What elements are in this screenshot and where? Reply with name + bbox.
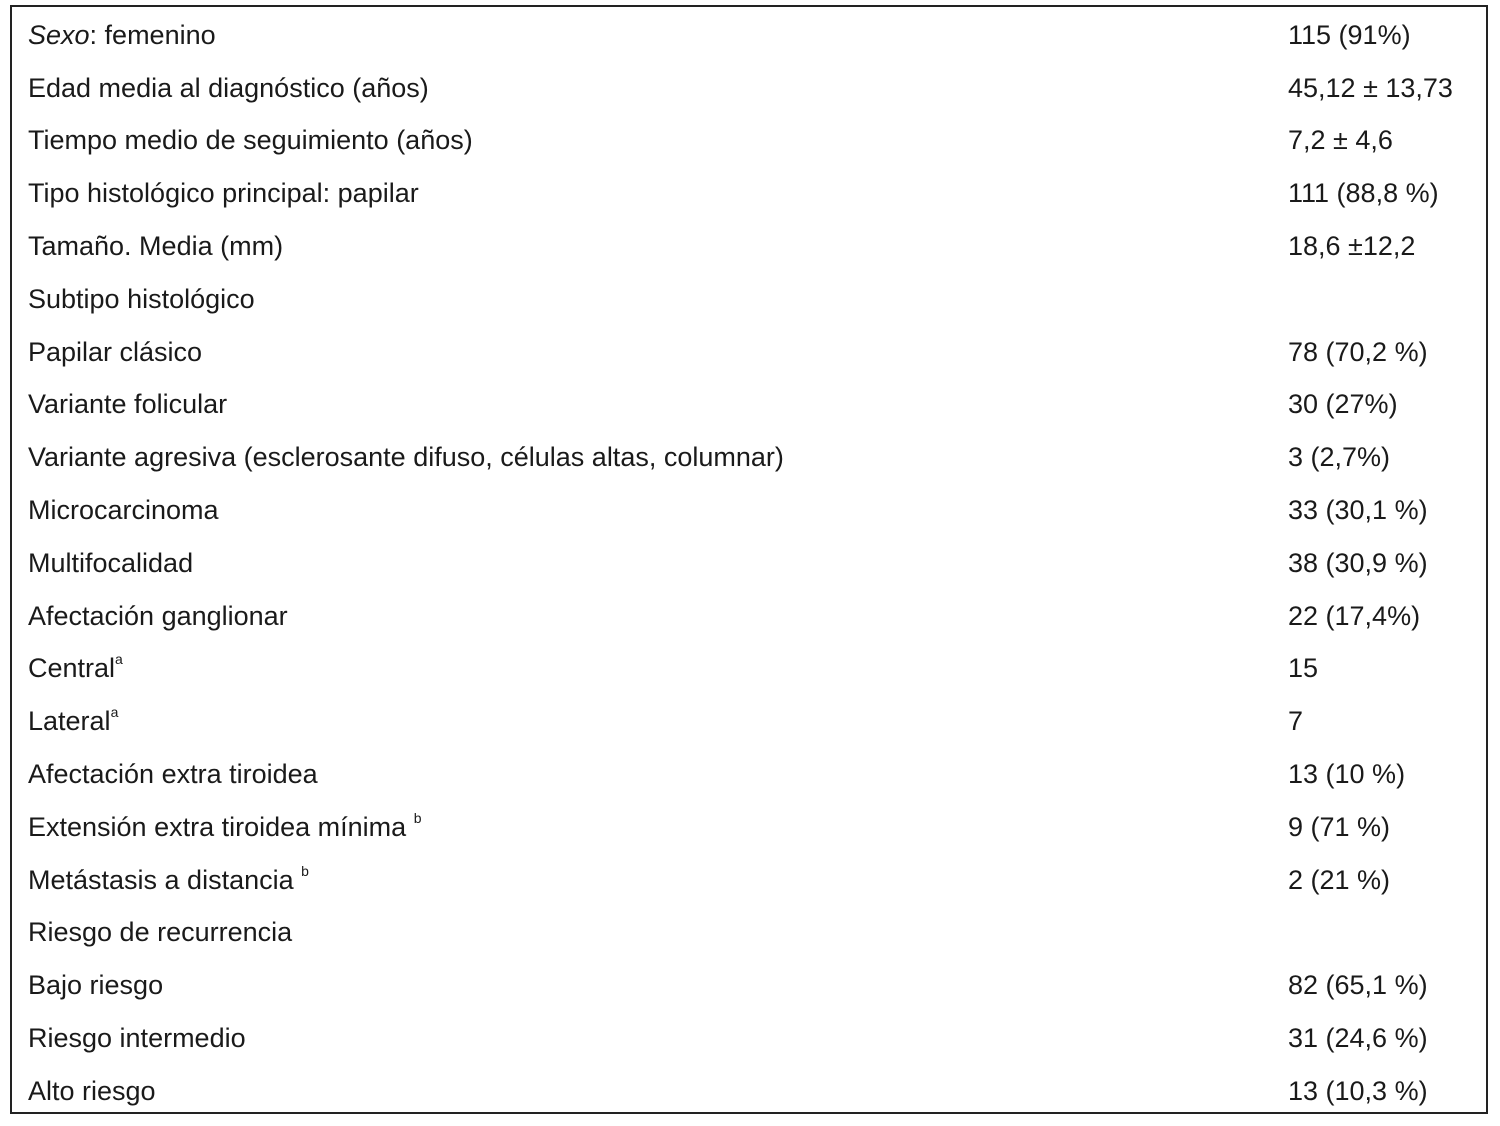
- table-row: [12, 484, 1486, 537]
- row-value: 18,6 ±12,2: [1288, 231, 1416, 262]
- row-label: Alto riesgo: [28, 1075, 156, 1106]
- row-value: 45,12 ± 13,73: [1288, 72, 1453, 103]
- row-label: Afectación ganglionar: [28, 600, 288, 631]
- row-value: 111 (88,8 %): [1288, 178, 1439, 209]
- row-label: : femenino: [89, 19, 216, 50]
- table-row: [12, 431, 1486, 484]
- row-value: 31 (24,6 %): [1288, 1023, 1428, 1054]
- table-row: [12, 62, 1486, 115]
- row-value: 9 (71 %): [1288, 811, 1391, 842]
- row-label: Variante agresiva (esclerosante difuso, células altas, columnar): [28, 442, 784, 473]
- row-value: 13 (10,3 %): [1288, 1075, 1428, 1106]
- row-value: 82 (65,1 %): [1288, 970, 1428, 1001]
- table-row: [12, 590, 1486, 643]
- row-label-cell: [12, 167, 1288, 220]
- row-label-cell: [12, 326, 1288, 379]
- row-value: 15: [1288, 653, 1319, 684]
- table-row: [12, 537, 1486, 590]
- row-label-cell: [12, 907, 1288, 960]
- row-label-cell: [12, 379, 1288, 432]
- table-row: [12, 220, 1486, 273]
- table-row: [12, 959, 1486, 1012]
- table-row: [12, 1012, 1486, 1065]
- footnote-marker: a: [115, 651, 123, 668]
- row-value: [1288, 907, 1486, 960]
- row-label-cell: [12, 1012, 1288, 1065]
- table-row: [12, 167, 1486, 220]
- row-label: Lateral: [28, 706, 111, 737]
- row-label: Tipo histológico principal: papilar: [28, 178, 419, 209]
- table-body: [12, 9, 1486, 1118]
- row-value: 22 (17,4%): [1288, 600, 1421, 631]
- row-value: 38 (30,9 %): [1288, 547, 1428, 578]
- row-label-cell: [12, 590, 1288, 643]
- row-value: 7: [1288, 706, 1304, 737]
- row-label: Multifocalidad: [28, 547, 194, 578]
- row-value: 30 (27%): [1288, 389, 1398, 420]
- row-label-cell: [12, 537, 1288, 590]
- table-row: [12, 115, 1486, 168]
- row-label-cell: [12, 959, 1288, 1012]
- row-value: 2 (21 %): [1288, 864, 1391, 895]
- row-label: Metástasis a distancia: [28, 864, 302, 895]
- row-label-cell: [12, 801, 1288, 854]
- row-label: Central: [28, 653, 116, 684]
- row-value: 3 (2,7%): [1288, 442, 1391, 473]
- footnote-marker: b: [413, 809, 422, 826]
- row-label: Papilar clásico: [28, 336, 203, 367]
- row-label-italic: Sexo: [28, 19, 90, 50]
- table-row: [12, 273, 1486, 326]
- table-row: [12, 326, 1486, 379]
- row-value: 13 (10 %): [1288, 759, 1406, 790]
- row-label-cell: [12, 643, 1288, 696]
- table-row: [12, 801, 1486, 854]
- row-label-cell: [12, 854, 1288, 907]
- table-row: [12, 379, 1486, 432]
- table-row: [12, 1065, 1486, 1118]
- row-label: Tamaño. Media (mm): [28, 231, 284, 262]
- row-label: Afectación extra tiroidea: [28, 759, 318, 790]
- footnote-marker: a: [110, 704, 119, 721]
- row-label-cell: [12, 9, 1288, 62]
- footnote-marker: b: [301, 862, 309, 879]
- characteristics-table-frame: [10, 5, 1488, 1114]
- table-row: [12, 9, 1486, 62]
- row-value: 7,2 ± 4,6: [1288, 125, 1393, 156]
- row-label: Subtipo histológico: [28, 283, 255, 314]
- row-label: Variante folicular: [28, 389, 228, 420]
- row-value: 115 (91%): [1288, 19, 1411, 50]
- row-label-cell: [12, 273, 1288, 326]
- row-label-cell: [12, 748, 1288, 801]
- row-label: Riesgo intermedio: [28, 1023, 246, 1054]
- row-label-cell: [12, 220, 1288, 273]
- table-row: [12, 907, 1486, 960]
- table-row: [12, 748, 1486, 801]
- row-label: Microcarcinoma: [28, 495, 219, 526]
- row-value: [1288, 273, 1486, 326]
- row-label-cell: [12, 484, 1288, 537]
- row-value: 78 (70,2 %): [1288, 336, 1428, 367]
- row-label: Edad media al diagnóstico (años): [28, 72, 429, 103]
- row-label: Extensión extra tiroidea mínima: [28, 811, 414, 842]
- characteristics-table: [12, 9, 1486, 1118]
- table-row: [12, 643, 1486, 696]
- row-label-cell: [12, 62, 1288, 115]
- table-row: [12, 854, 1486, 907]
- row-label-cell: [12, 695, 1288, 748]
- row-label-cell: [12, 115, 1288, 168]
- row-value: 33 (30,1 %): [1288, 495, 1428, 526]
- row-label-cell: [12, 1065, 1288, 1118]
- row-label-cell: [12, 431, 1288, 484]
- table-row: [12, 695, 1486, 748]
- row-label: Riesgo de recurrencia: [28, 917, 293, 948]
- row-label: Tiempo medio de seguimiento (años): [28, 125, 473, 156]
- row-label: Bajo riesgo: [28, 970, 164, 1001]
